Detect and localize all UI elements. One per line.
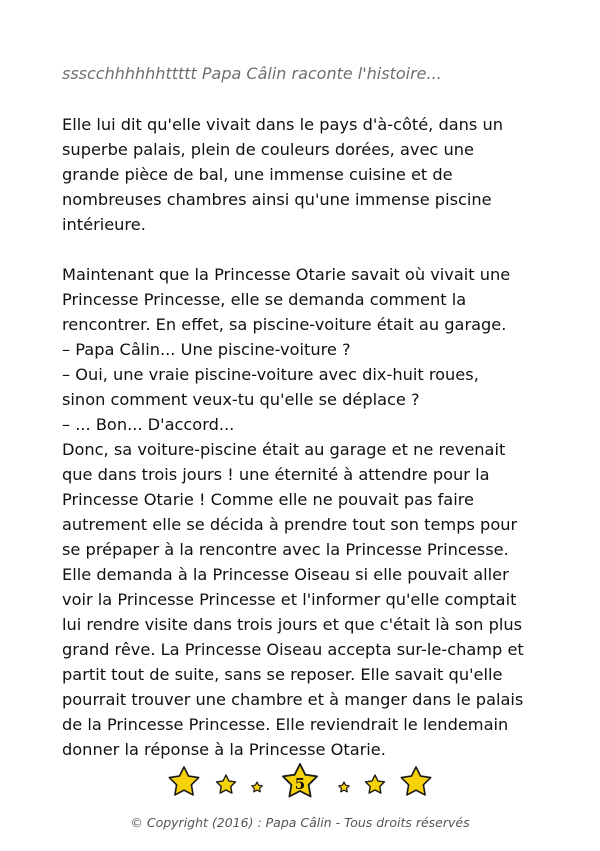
star-icon xyxy=(366,775,385,793)
text-line: Princesse Princesse, elle se demanda comment la xyxy=(62,290,467,309)
paragraph-2 xyxy=(62,262,540,762)
star-icon xyxy=(252,782,262,792)
page-number: 5 xyxy=(294,775,306,793)
text-line: – ... Bon... D'accord... xyxy=(62,415,235,434)
text-line: grand rêve. La Princesse Oiseau accepta sur-le-champ et xyxy=(62,640,524,659)
text-line: Elle lui dit qu'elle vivait dans le pays d'à-côté, dans un xyxy=(62,115,504,134)
text-line: lui rendre visite dans trois jours et que c'était là son plus xyxy=(62,615,523,634)
text-line: Princesse Otarie ! Comme elle ne pouvait pas faire xyxy=(62,490,474,509)
text-line: rencontrer. En effet, sa piscine-voiture était au garage. xyxy=(62,315,507,334)
text-line: partit tout de suite, sans se reposer. Elle savait qu'elle xyxy=(62,665,503,684)
text-line: que dans trois jours ! une éternité à attendre pour la xyxy=(62,465,490,484)
text-line: intérieure. xyxy=(62,215,146,234)
star-icon xyxy=(401,767,430,795)
text-line: se prépaper à la rencontre avec la Princesse Princesse. xyxy=(62,540,509,559)
star-icon xyxy=(169,767,198,795)
page-footer xyxy=(0,762,600,822)
text-line: sinon comment veux-tu qu'elle se déplace ? xyxy=(62,390,420,409)
text-line: Maintenant que la Princesse Otarie savait où vivait une xyxy=(62,265,511,284)
text-line: Elle demanda à la Princesse Oiseau si elle pouvait aller xyxy=(62,565,509,584)
text-line: donner la réponse à la Princesse Otarie. xyxy=(62,740,386,759)
text-line: de la Princesse Princesse. Elle reviendrait le lendemain xyxy=(62,715,509,734)
text-line: grande pièce de bal, une immense cuisine et de xyxy=(62,165,453,184)
star-decoration xyxy=(0,762,600,810)
paragraph-1 xyxy=(62,112,540,237)
intro-line: ssscchhhhhhttttt Papa Câlin raconte l'histoire... xyxy=(62,64,442,83)
paragraph-gap xyxy=(62,237,540,262)
copyright-notice: © Copyright (2016) : Papa Câlin - Tous droits réservés xyxy=(130,815,470,830)
text-line: Donc, sa voiture-piscine était au garage et ne revenait xyxy=(62,440,506,459)
text-line: nombreuses chambres ainsi qu'une immense piscine xyxy=(62,190,492,209)
star-icon xyxy=(339,782,349,792)
page-content xyxy=(62,62,540,762)
text-line: – Oui, une vraie piscine-voiture avec dix-huit roues, xyxy=(62,365,479,384)
star-icon xyxy=(217,775,236,793)
text-line: autrement elle se décida à prendre tout son temps pour xyxy=(62,515,518,534)
text-line: voir la Princesse Princesse et l'informer qu'elle comptait xyxy=(62,590,517,609)
page-number-star-icon xyxy=(283,764,317,797)
text-line: superbe palais, plein de couleurs dorées, avec une xyxy=(62,140,474,159)
text-line: – Papa Câlin... Une piscine-voiture ? xyxy=(62,340,351,359)
text-line: pourrait trouver une chambre et à manger dans le palais xyxy=(62,690,524,709)
